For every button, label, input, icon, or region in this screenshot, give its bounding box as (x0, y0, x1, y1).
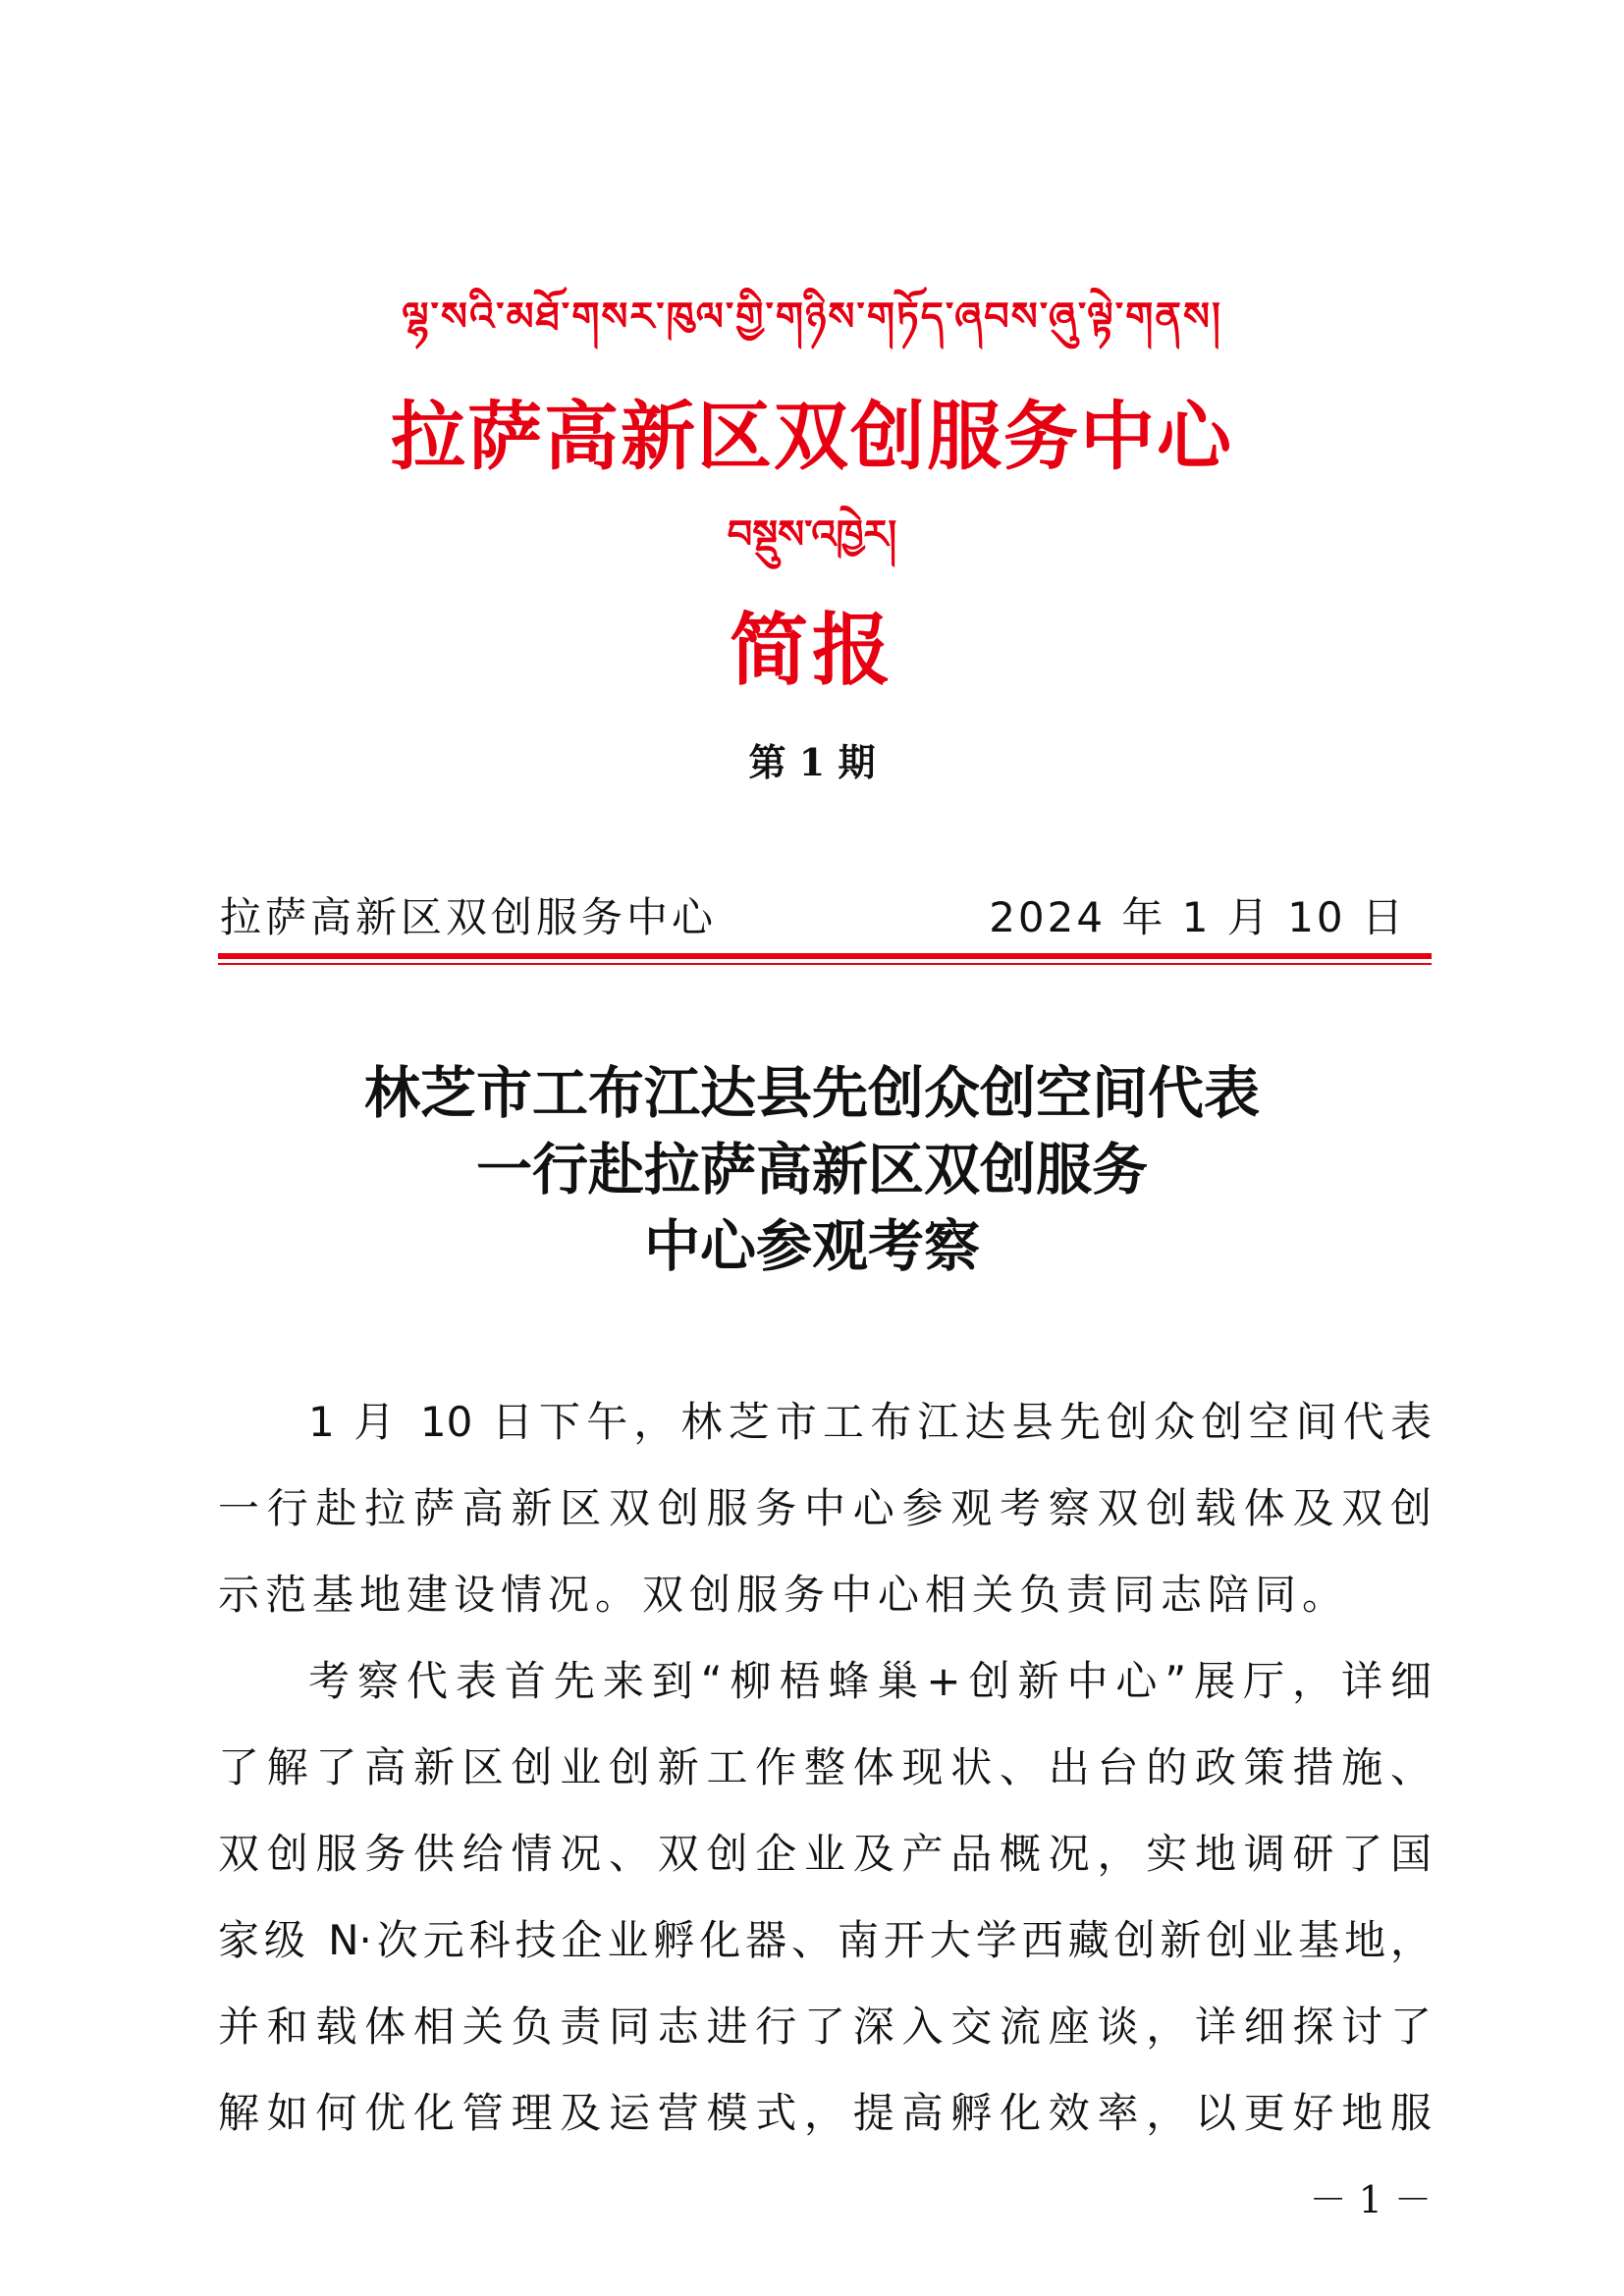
body-line: 示范基地建设情况。双创服务中心相关负责同志陪同。 (218, 1571, 1350, 1619)
header-divider-thin (218, 963, 1432, 965)
body-line: 一行赴拉萨高新区双创服务中心参观考察双创载体及双创 (218, 1484, 1432, 1532)
body-line: 家级 N·次元科技企业孵化器、南开大学西藏创新创业基地， (218, 1916, 1432, 1964)
body-line: 双创服务供给情况、双创企业及产品概况，实地调研了国 (218, 1830, 1432, 1878)
article-title (0, 1055, 1624, 1285)
body-line: 并和载体相关负责同志进行了深入交流座谈，详细探讨了 (218, 2002, 1432, 2051)
issuer-name: 拉萨高新区双创服务中心 (220, 893, 718, 941)
body-line: 了解了高新区创业创新工作整体现状、出台的政策措施、 (218, 1743, 1432, 1791)
header-divider-thick (218, 953, 1432, 959)
article-title-line: 一行赴拉萨高新区双创服务 (476, 1137, 1148, 1202)
organization-title: 拉萨高新区双创服务中心 (391, 393, 1233, 480)
article-body (218, 1379, 1432, 2157)
body-line: 1 月 10 日下午，林芝市工布江达县先创众创空间代表 (308, 1398, 1432, 1446)
tibetan-brief-title: བསྡུས་འཁྱེར། (727, 512, 897, 558)
brief-title: 简报 (730, 604, 894, 696)
body-line: 考察代表首先来到“柳梧蜂巢+创新中心”展厅，详细 (308, 1657, 1432, 1705)
issue-date: 2024 年 1 月 10 日 (989, 893, 1406, 941)
issue-number: 第 1 期 (748, 740, 876, 784)
tibetan-organization-name: ལྷ་སའི་མཐོ་གསར་ཁུལ་གྱི་གཉིས་གཏོད་ཞབས་ཞུ་ལྟེ་གནས། (402, 294, 1222, 340)
article-title-line: 林芝市工布江达县先创众创空间代表 (364, 1060, 1260, 1126)
article-title-line: 中心参观考察 (644, 1213, 980, 1279)
body-line: 解如何优化管理及运营模式，提高孵化效率，以更好地服 (218, 2089, 1432, 2137)
page-number: － 1 － (1309, 2178, 1432, 2221)
